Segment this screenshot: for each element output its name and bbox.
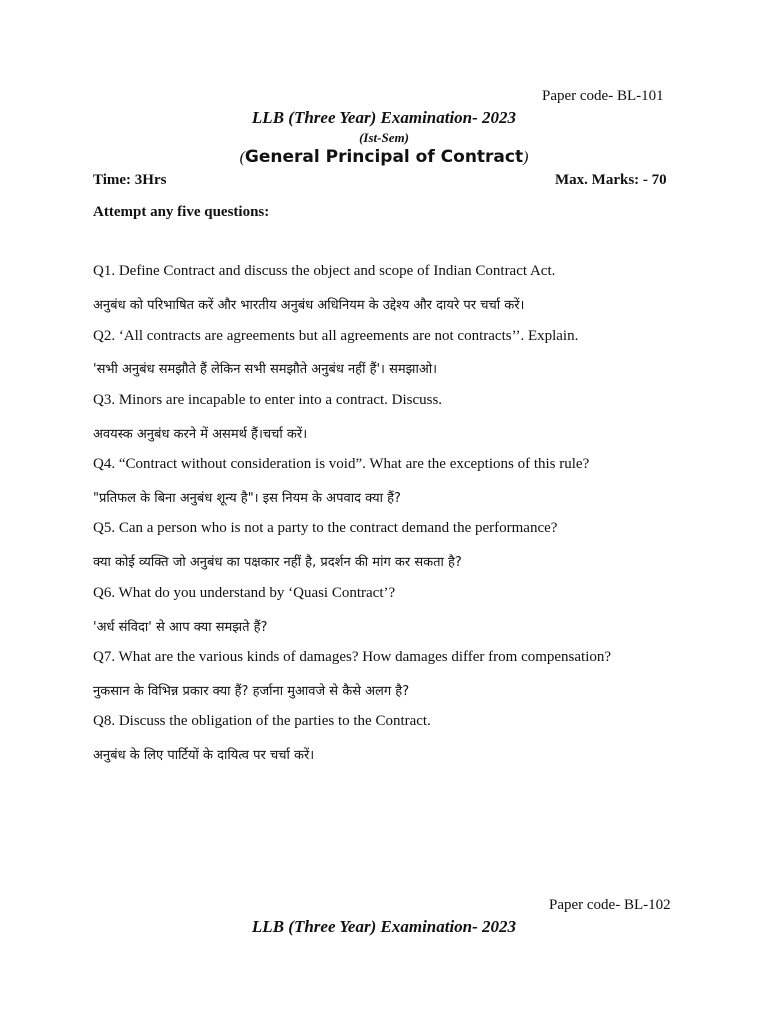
question-hindi: "प्रतिफल के बिना अनुबंध शून्य है"। इस नियम के अपवाद क्या हैं? (93, 491, 401, 506)
question-english: Q6. What do you understand by ‘Quasi Contract’? (93, 585, 396, 601)
question-hindi: अनुबंध के लिए पार्टियों के दायित्व पर चर्चा करें। (93, 748, 315, 763)
paper-code: Paper code- BL-102 (549, 897, 671, 913)
question-english: Q8. Discuss the obligation of the parties to the Contract. (93, 713, 431, 729)
question-english: Q3. Minors are incapable to enter into a contract. Discuss. (93, 392, 443, 408)
question-english: Q5. Can a person who is not a party to the contract demand the performance? (93, 520, 558, 536)
question-hindi: अवयस्क अनुबंध करने में असमर्थ हैं।चर्चा करें। (93, 427, 308, 442)
paper-code: Paper code- BL-101 (542, 88, 664, 104)
max-marks: Max. Marks: - 70 (555, 172, 667, 188)
semester: (Ist-Sem) (359, 130, 409, 145)
question-hindi: 'सभी अनुबंध समझौते हैं लेकिन सभी समझौते अनुबंध नहीं हैं'। समझाओ। (93, 362, 438, 377)
exam-title: LLB (Three Year) Examination- 2023 (251, 917, 517, 936)
subject-line: (General Principal of Contract) (239, 147, 529, 167)
question-english: Q4. “Contract without consideration is void”. What are the exceptions of this rule? (93, 456, 590, 472)
instruction: Attempt any five questions: (93, 204, 270, 220)
question-english: Q2. ‘All contracts are agreements but all agreements are not contracts’’. Explain. (93, 328, 579, 344)
question-hindi: अनुबंध को परिभाषित करें और भारतीय अनुबंध अधिनियम के उद्देश्य और दायरे पर चर्चा करें। (93, 298, 525, 313)
exam-time: Time: 3Hrs (93, 172, 167, 188)
question-hindi: 'अर्ध संविदा' से आप क्या समझते हैं? (93, 620, 268, 635)
subject-title: General Principal of Contract (244, 147, 524, 167)
question-english: Q1. Define Contract and discuss the object and scope of Indian Contract Act. (93, 263, 556, 279)
question-english: Q7. What are the various kinds of damages? How damages differ from compensation? (93, 649, 612, 665)
question-hindi: क्या कोई व्यक्ति जो अनुबंध का पक्षकार नहीं है, प्रदर्शन की मांग कर सकता है? (93, 555, 462, 570)
question-hindi: नुकसान के विभिन्न प्रकार क्या हैं? हर्जाना मुआवजे से कैसे अलग है? (93, 684, 410, 699)
exam-title: LLB (Three Year) Examination- 2023 (251, 108, 517, 127)
